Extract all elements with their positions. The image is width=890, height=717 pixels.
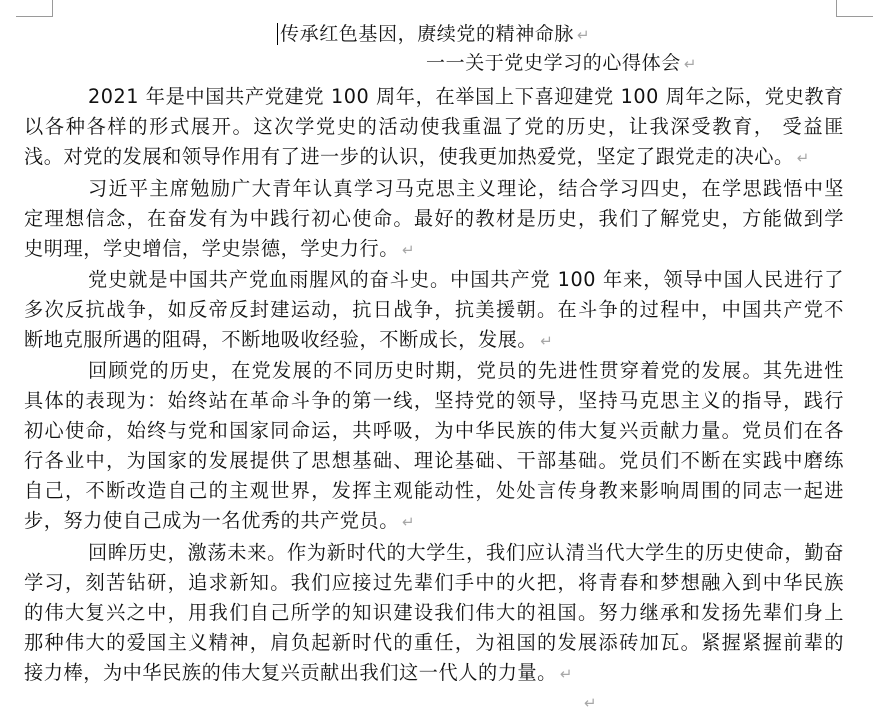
document-title[interactable]: 传承红色基因，赓续党的精神命脉 — [280, 23, 575, 45]
paragraph-1-line-2[interactable]: 以各种各样的形式展开。这次学党史的活动使我重温了党的历史，让我深受教育， 受益匪 — [24, 115, 844, 138]
paragraph-2-line-1[interactable]: 习近平主席勉励广大青年认真学习马克思主义理论，结合学习四史，在学思践悟中坚 — [88, 177, 844, 200]
page-corner-mark-right — [836, 0, 873, 17]
paragraph-5-line-3[interactable]: 的伟大复兴之中，用我们自己所学的知识建设我们伟大的祖国。努力继承和发扬先辈们身上 — [24, 601, 844, 624]
paragraph-2-line-3[interactable] — [24, 234, 844, 265]
paragraph-3-line-3-text[interactable]: 断地克服所遇的阻碍，不断地吸收经验，不断成长，发展。 — [24, 328, 538, 351]
document-subtitle-line[interactable] — [426, 48, 697, 79]
paragraph-5-line-4[interactable]: 那种伟大的爱国主义精神，肩负起新时代的重任，为祖国的发展添砖加瓦。紧握紧握前辈的 — [24, 631, 844, 654]
paragraph-mark-icon: ↵ — [559, 665, 574, 683]
paragraph-4-line-2[interactable]: 具体的表现为：始终站在革命斗争的第一线，坚持党的领导，坚持马克思主义的指导，践行 — [24, 389, 844, 412]
end-paragraph-mark-icon: ↵ — [584, 694, 597, 712]
page-corner-mark-left — [16, 0, 53, 17]
paragraph-5-line-5-text[interactable]: 接力棒，为中华民族的伟大复兴贡献出我们这一代人的力量。 — [24, 661, 557, 684]
paragraph-2-line-3-text[interactable]: 史明理，学史增信，学史崇德，学史力行。 — [24, 237, 400, 260]
paragraph-mark-icon: ↵ — [683, 55, 697, 73]
paragraph-mark-icon: ↵ — [402, 513, 416, 531]
paragraph-mark-icon: ↵ — [577, 26, 591, 44]
text-cursor — [277, 23, 278, 45]
paragraph-4-line-3[interactable]: 初心使命，始终与党和国家同命运，共呼吸，为中华民族的伟大复兴贡献力量。党员们在各 — [24, 419, 844, 442]
paragraph-mark-icon: ↵ — [540, 332, 554, 350]
paragraph-4-line-4[interactable]: 行各业中，为国家的发展提供了思想基础、理论基础、干部基础。党员们不断在实践中磨练 — [24, 449, 844, 472]
paragraph-4-line-6-text[interactable]: 步，努力使自己成为一名优秀的共产党员。 — [24, 509, 400, 532]
paragraph-5-line-1[interactable]: 回眸历史，激荡未来。作为新时代的大学生，我们应认清当代大学生的历史使命，勤奋 — [88, 541, 844, 564]
paragraph-mark-icon: ↵ — [402, 241, 416, 259]
document-title-line[interactable] — [280, 19, 590, 50]
paragraph-4-line-1[interactable]: 回顾党的历史，在党发展的不同历史时期，党员的先进性贯穿着党的发展。其先进性 — [88, 359, 844, 382]
paragraph-3-line-2[interactable]: 多次反抗战争，如反帝反封建运动，抗日战争，抗美援朝。在斗争的过程中，中国共产党不 — [24, 298, 844, 321]
paragraph-5-line-2[interactable]: 学习，刻苦钻研，追求新知。我们应接过先辈们手中的火把，将青春和梦想融入到中华民族 — [24, 571, 844, 594]
paragraph-1-line-3-text[interactable]: 浅。对党的发展和领导作用有了进一步的认识，使我更加热爱党，坚定了跟党走的决心。 — [24, 145, 794, 168]
paragraph-4-line-5[interactable]: 自己，不断改造自己的主观世界，发挥主观能动性，处处言传身教来影响周围的同志一起进 — [24, 479, 844, 502]
paragraph-2-line-2[interactable]: 定理想信念，在奋发有为中践行初心使命。最好的教材是历史，我们了解党史，方能做到学 — [24, 207, 844, 230]
paragraph-1-line-3[interactable] — [24, 142, 844, 173]
paragraph-3-line-1[interactable]: 党史就是中国共产党血雨腥风的奋斗史。中国共产党 100 年来，领导中国人民进行了 — [88, 268, 844, 291]
document-subtitle[interactable]: 一一关于党史学习的心得体会 — [426, 52, 681, 74]
paragraph-1-line-1[interactable]: 2021 年是中国共产党建党 100 周年，在举国上下喜迎建党 100 周年之际，党史教育 — [88, 85, 844, 108]
paragraph-4-line-6[interactable] — [24, 506, 844, 537]
paragraph-5-line-5[interactable] — [24, 658, 844, 689]
paragraph-3-line-3[interactable] — [24, 325, 844, 356]
paragraph-mark-icon: ↵ — [796, 149, 810, 167]
